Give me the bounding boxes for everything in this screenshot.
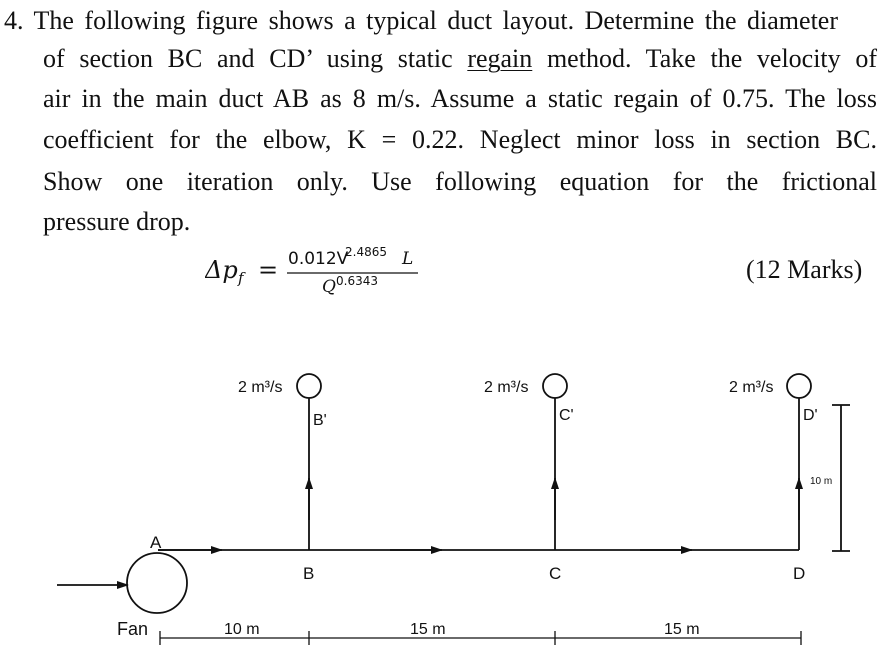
outlet-label-d: D' [803, 407, 818, 424]
junction-label-a: A [150, 533, 162, 552]
outlet-d-circle [787, 374, 811, 398]
question-line-6: pressure drop. [43, 207, 191, 236]
fan-label: Fan [117, 619, 149, 639]
junction-label-d: D [793, 564, 806, 583]
formula-denominator-var: Q [322, 277, 336, 297]
marks-label: (12 Marks) [746, 255, 863, 284]
formula-denominator-exponent: 0.6343 [336, 274, 378, 288]
junction-label-c: C [549, 564, 562, 583]
formula-numerator-var: L [402, 249, 414, 269]
flow-label-c: 2 m³/s [484, 379, 529, 396]
formula-numerator-exponent: 2.4865 [345, 245, 387, 259]
question-line-1: 4. The following figure shows a typical duct layout. Determine the diameter [4, 6, 838, 35]
outlet-label-b: B' [313, 412, 327, 429]
flow-label-d: 2 m³/s [729, 379, 774, 396]
flow-label-b: 2 m³/s [238, 379, 283, 396]
junction-label-b: B [303, 564, 315, 583]
length-dd-prime: 10 m [810, 476, 833, 487]
length-cd: 15 m [664, 621, 700, 638]
length-ab: 10 m [224, 621, 260, 638]
formula-equals: = [258, 256, 279, 284]
underlined-word: regain [467, 44, 533, 73]
question-line-4: coefficient for the elbow, K = 0.22. Neglect minor loss in section BC. [43, 125, 877, 154]
formula-numerator-coef: 0.012V [288, 249, 349, 269]
formula-lhs: Δp [205, 256, 238, 284]
question-line-2-part-2: method. Take the velocity of [532, 44, 877, 73]
question-line-3: air in the main duct AB as 8 m/s. Assume a static regain of 0.75. The loss [43, 84, 877, 113]
fan-circle [127, 553, 187, 613]
outlet-label-c: C' [559, 407, 574, 424]
outlet-c-circle [543, 374, 567, 398]
outlet-b-circle [297, 374, 321, 398]
length-bc: 15 m [410, 621, 446, 638]
question-line-2-part-1: of section BC and CD’ using static [43, 44, 468, 73]
formula-lhs-subscript: f [238, 269, 244, 287]
question-line-5: Show one iteration only. Use following equation for the frictional [43, 167, 877, 196]
